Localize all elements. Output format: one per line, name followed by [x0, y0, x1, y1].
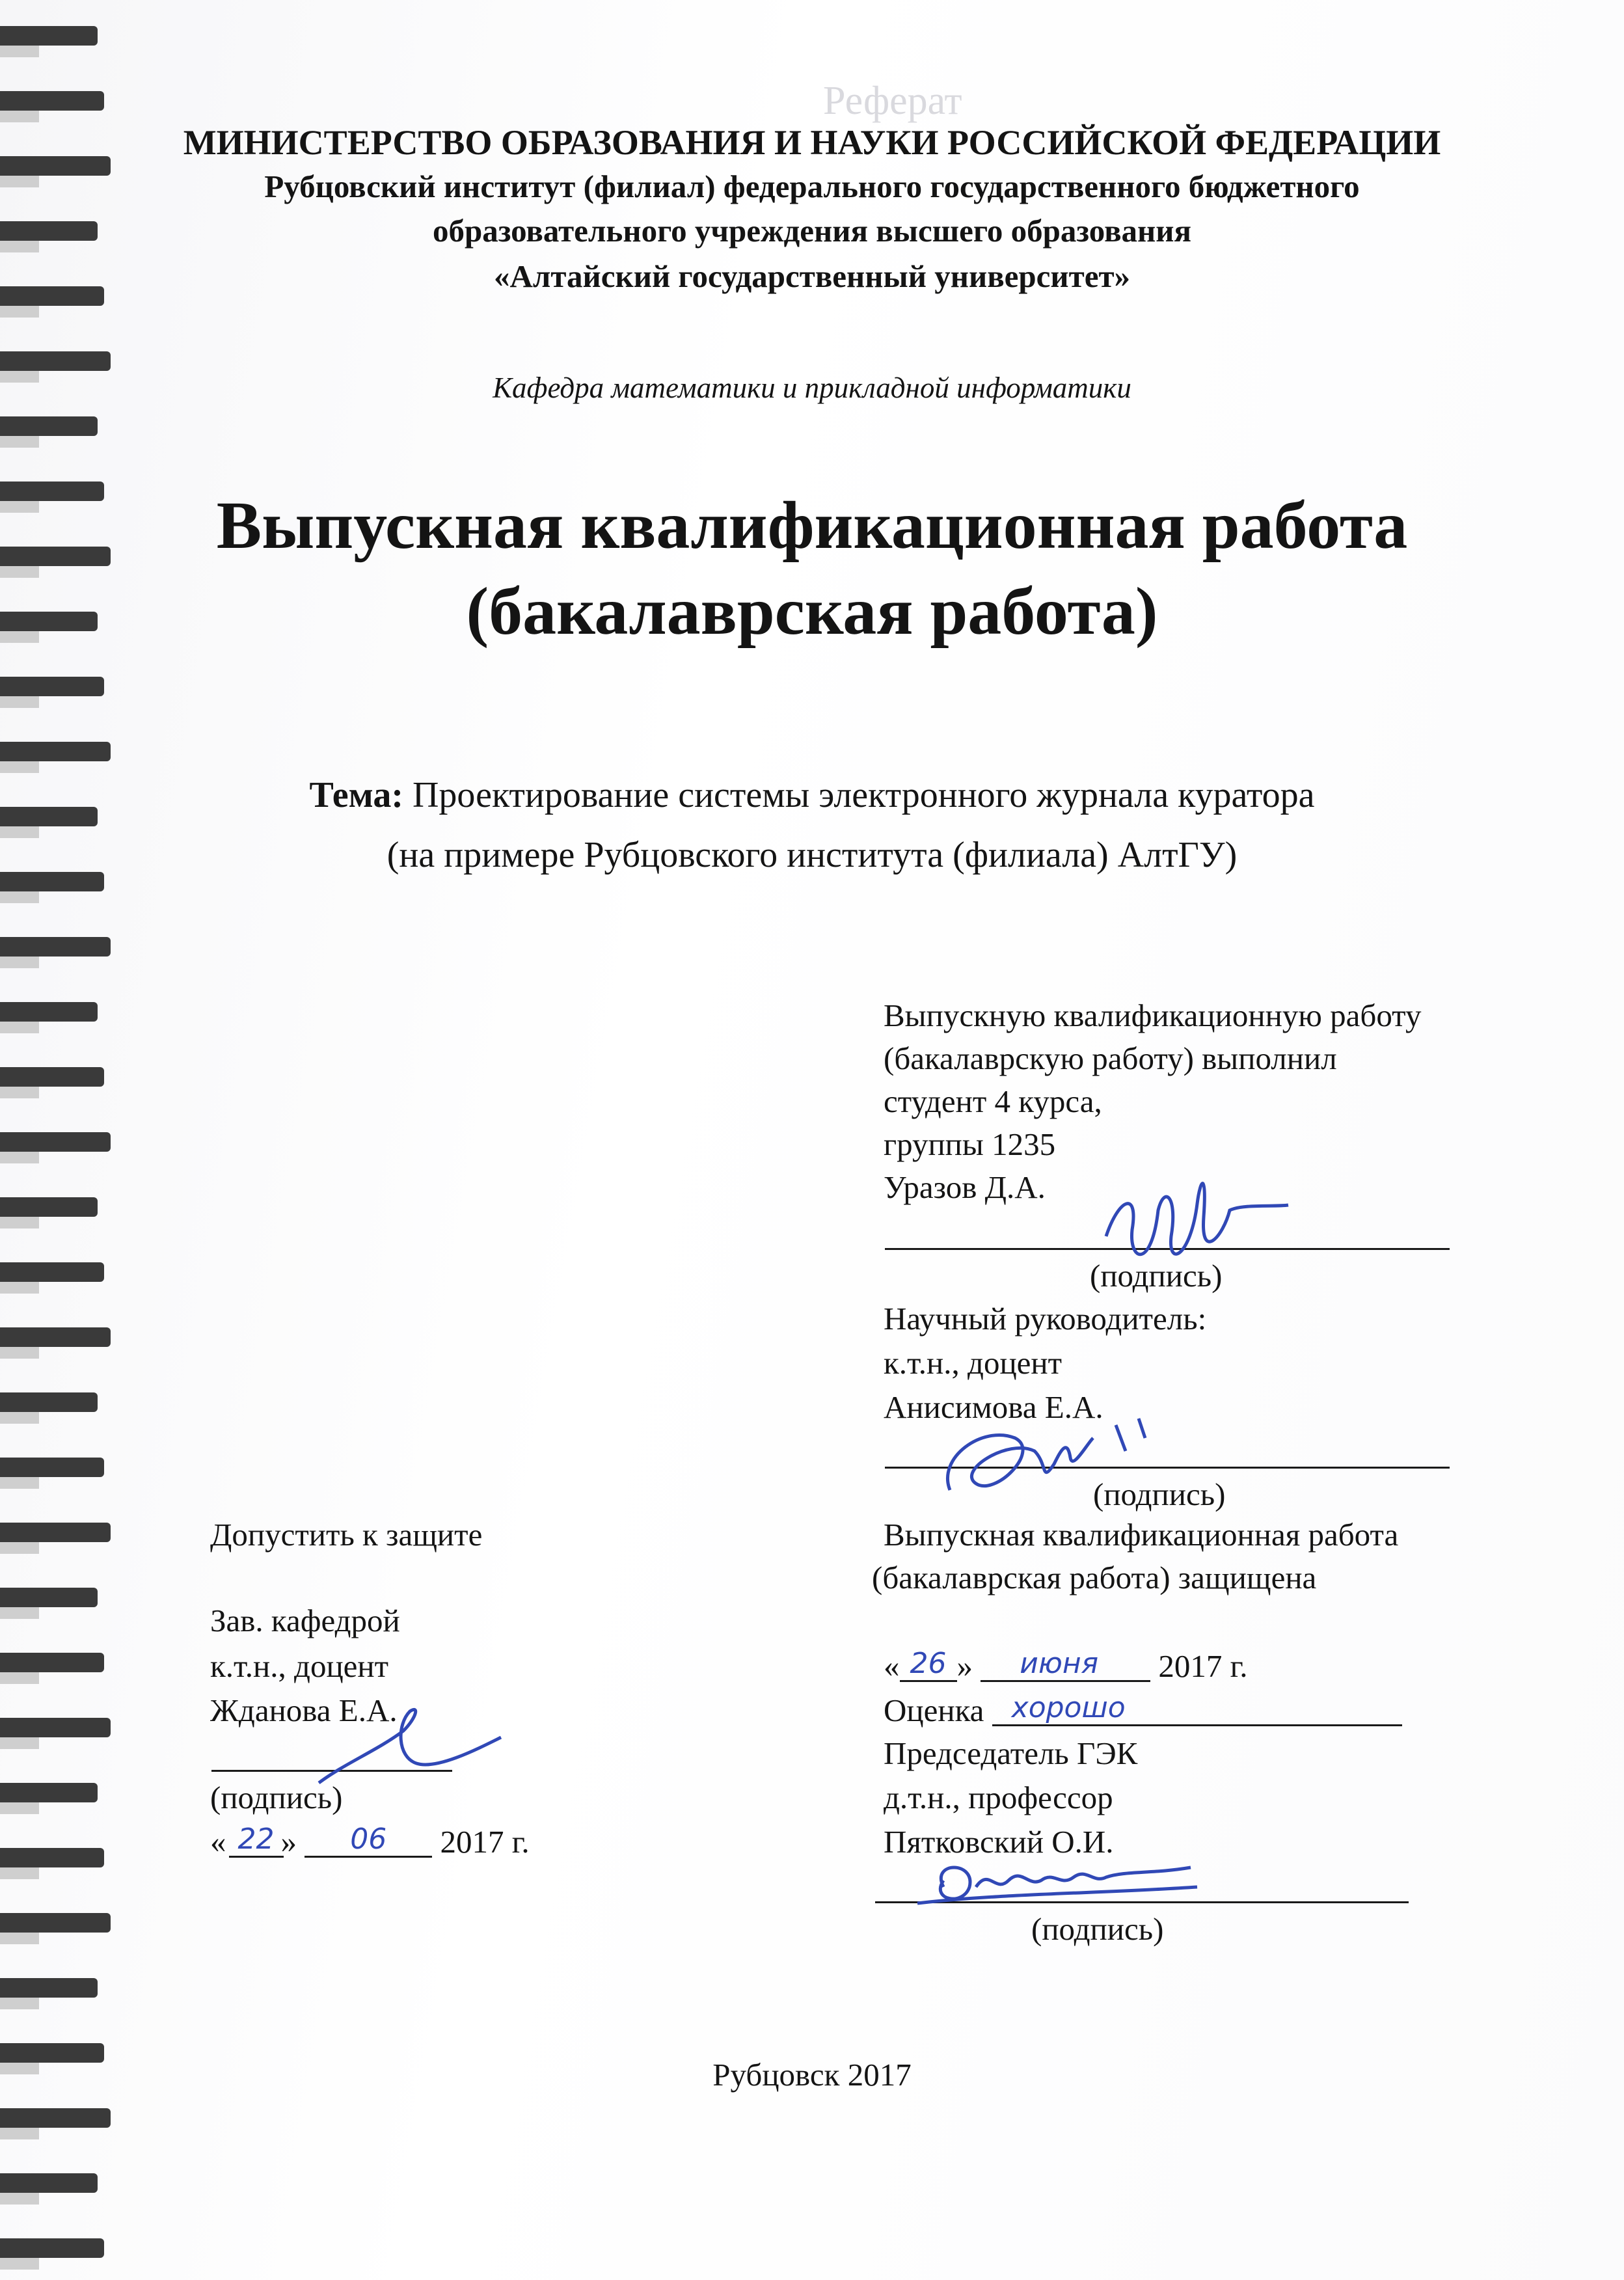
defense-chair: Председатель ГЭК — [884, 1735, 1138, 1771]
institute-line-1: Рубцовский институт (филиал) федерального государственного бюджетного — [264, 169, 1360, 204]
admission-date — [210, 1823, 530, 1860]
institute-line-3: «Алтайский государственный университет» — [493, 258, 1131, 294]
binding-hole — [0, 2108, 111, 2128]
binding-hole — [0, 1327, 111, 1347]
binding-hole — [0, 416, 98, 436]
binding-hole — [0, 1523, 111, 1542]
binding-hole — [0, 91, 104, 111]
supervisor-degree: к.т.н., доцент — [884, 1345, 1062, 1381]
admission-date-mid: » — [280, 1824, 297, 1860]
binding-hole — [0, 1653, 104, 1672]
defense-signature — [904, 1848, 1204, 1920]
defense-date — [884, 1648, 1247, 1685]
author-line-4: группы 1235 — [884, 1126, 1056, 1162]
binding-hole — [0, 1783, 98, 1802]
binding-hole — [0, 1848, 104, 1867]
admission-position: Зав. кафедрой — [210, 1603, 400, 1638]
admission-date-open: « — [210, 1824, 226, 1860]
defense-grade-label: Оценка — [884, 1692, 984, 1728]
defense-chair-degree: д.т.н., профессор — [884, 1780, 1113, 1815]
document-title-line-2: (бакалаврская работа) — [466, 574, 1158, 649]
binding-hole — [0, 1002, 98, 1022]
defense-date-mid: » — [956, 1648, 973, 1684]
theme-line-1 — [0, 774, 1624, 816]
author-name: Уразов Д.А. — [884, 1169, 1046, 1205]
admission-signature-caption: (подпись) — [210, 1780, 343, 1815]
binding-hole — [0, 1392, 98, 1412]
author-signature-caption: (подпись) — [1090, 1258, 1223, 1294]
defense-chair-name: Пятковский О.И. — [884, 1824, 1114, 1860]
defense-date-open: « — [884, 1648, 900, 1684]
theme-line-2: (на примере Рубцовского института (филиала) АлтГУ) — [386, 835, 1238, 875]
author-line-3: студент 4 курса, — [884, 1083, 1102, 1119]
binding-hole — [0, 1588, 98, 1607]
binding-hole — [0, 1458, 104, 1477]
document-title-line-1: Выпускная квалификационная работа — [216, 488, 1408, 563]
binding-hole — [0, 2238, 104, 2258]
binding-hole — [0, 1067, 104, 1087]
binding-hole — [0, 937, 111, 957]
binding-hole — [0, 677, 104, 696]
defense-date-month: июня — [981, 1647, 1150, 1682]
defense-date-year: 2017 г. — [1158, 1648, 1248, 1684]
binding-hole — [0, 1978, 98, 1998]
department-name: Кафедра математики и прикладной информатики — [493, 372, 1131, 404]
defense-line-2: (бакалаврская работа) защищена — [872, 1560, 1317, 1595]
binding-hole — [0, 742, 111, 761]
theme-text-1: Проектирование системы электронного журнала куратора — [412, 775, 1315, 815]
defense-signature-caption: (подпись) — [1031, 1911, 1164, 1947]
binding-hole — [0, 1132, 111, 1152]
supervisor-label: Научный руководитель: — [884, 1301, 1207, 1337]
binding-hole — [0, 1262, 104, 1282]
binding-hole — [0, 1913, 111, 1933]
admission-date-month: 06 — [304, 1823, 432, 1858]
binding-hole — [0, 1197, 98, 1217]
binding-hole — [0, 1718, 111, 1737]
supervisor-signature-caption: (подпись) — [1093, 1476, 1226, 1512]
admission-date-day: 22 — [229, 1823, 284, 1858]
supervisor-name: Анисимова Е.А. — [884, 1389, 1103, 1425]
defense-grade — [884, 1692, 1402, 1730]
author-line-2: (бакалаврскую работу) выполнил — [884, 1040, 1337, 1076]
defense-date-day: 26 — [900, 1647, 957, 1682]
admission-name: Жданова Е.А. — [210, 1692, 398, 1728]
binding-hole — [0, 26, 98, 46]
admission-date-year: 2017 г. — [440, 1824, 530, 1860]
theme-label: Тема: — [309, 775, 403, 815]
admission-degree: к.т.н., доцент — [210, 1648, 389, 1684]
binding-hole — [0, 2173, 98, 2193]
ministry-heading: МИНИСТЕРСТВО ОБРАЗОВАНИЯ И НАУКИ РОССИЙСКОЙ ФЕДЕРАЦИИ — [183, 123, 1441, 162]
author-line-1: Выпускную квалификационную работу — [884, 998, 1422, 1033]
admission-label: Допустить к защите — [210, 1517, 483, 1553]
binding-hole — [0, 351, 111, 371]
institute-line-2: образовательного учреждения высшего образования — [432, 213, 1192, 249]
city-year: Рубцовск 2017 — [712, 2057, 912, 2093]
defense-line-1: Выпускная квалификационная работа — [884, 1517, 1399, 1553]
spiral-binding — [0, 0, 130, 2280]
show-through-heading: Реферат — [823, 79, 962, 123]
defense-grade-value: хорошо — [992, 1691, 1402, 1726]
